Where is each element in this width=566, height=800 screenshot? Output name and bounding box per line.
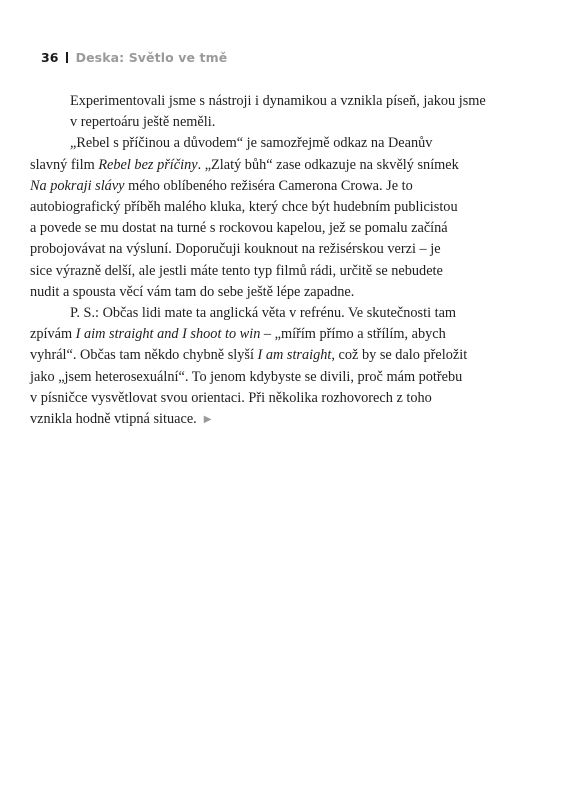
text-run: vznikla hodně vtipná situace.	[30, 411, 197, 428]
text-line	[30, 367, 510, 388]
text-run: probojovávat na výsluní. Doporučuji kouknout na režisérskou verzi – je	[30, 241, 441, 258]
text-run: a povede se mu dostat na turné s rockovou kapelou, jež se pomalu začíná	[30, 220, 448, 237]
body-text	[30, 91, 510, 430]
text-run: , což by se dalo přeložit	[331, 347, 468, 364]
text-line	[30, 282, 510, 303]
italic-title: I am straight	[257, 347, 332, 364]
text-line	[30, 388, 510, 409]
book-title: Deska: Světlo ve tmě	[75, 50, 228, 65]
text-run: zpívám	[30, 326, 76, 343]
text-line	[30, 239, 510, 260]
text-run: – „mířím přímo a střílím, abych	[260, 326, 446, 343]
text-line	[30, 155, 510, 176]
text-run: slavný film	[30, 156, 99, 173]
text-run: jako „jsem heterosexuální“. To jenom kdybyste se divili, proč mám potřebu	[30, 368, 463, 385]
text-run: nudit a spousta věcí vám tam do sebe ještě lépe zapadne.	[30, 283, 355, 300]
paragraph-3	[30, 303, 510, 430]
text-line	[30, 261, 510, 282]
text-run: sice výrazně delší, ale jestli máte tento typ filmů rádi, určitě se nebudete	[30, 262, 443, 279]
text-line	[30, 409, 510, 430]
text-run: v písničce vysvětlovat svou orientaci. Při několika rozhovorech z toho	[30, 389, 432, 406]
text-line	[70, 112, 510, 133]
paragraph-2	[30, 133, 510, 303]
text-line	[30, 197, 510, 218]
running-header	[41, 50, 227, 66]
page-number: 36	[41, 50, 59, 65]
italic-title: Rebel bez příčiny	[98, 156, 198, 173]
text-run: vyhrál“. Občas tam někdo chybně slyší	[30, 347, 258, 364]
text-run: „Rebel s příčinou a důvodem“ je samozřejmě odkaz na Deanův	[70, 135, 433, 152]
text-run: v repertoáru ještě neměli.	[70, 114, 216, 131]
text-line	[30, 176, 510, 197]
text-line	[70, 133, 510, 154]
text-run: mého oblíbeného režiséra Camerona Crowa. Je to	[124, 177, 413, 194]
italic-title: I aim straight and I shoot to win	[75, 326, 261, 343]
header-separator	[66, 52, 68, 63]
paragraph-1	[70, 91, 510, 133]
text-line	[30, 345, 510, 366]
end-marker-icon: ▶	[203, 414, 212, 426]
text-run: . „Zlatý bůh“ zase odkazuje na skvělý snímek	[197, 156, 459, 173]
text-run: Experimentovali jsme s nástroji i dynamikou a vznikla píseň, jakou jsme	[70, 93, 486, 109]
text-line	[30, 218, 510, 239]
italic-title: Na pokraji slávy	[30, 177, 125, 194]
text-run: autobiografický příběh malého kluka, který chce být hudebním publicistou	[30, 199, 458, 216]
text-line	[30, 324, 510, 345]
text-line	[70, 91, 510, 112]
text-line	[70, 303, 510, 324]
text-run: P. S.: Občas lidi mate ta anglická věta v refrénu. Ve skutečnosti tam	[70, 305, 457, 322]
